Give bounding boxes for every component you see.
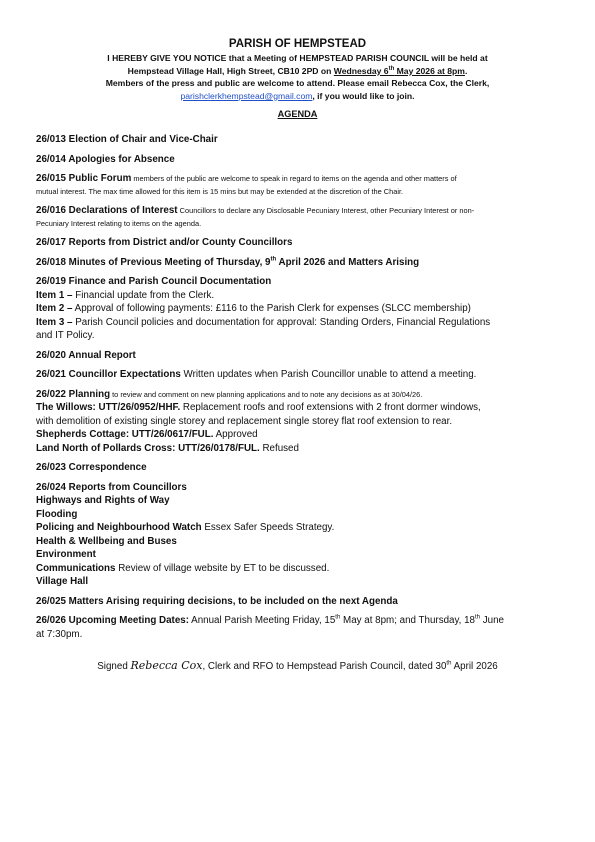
report-label: Policing and Neighbourhood Watch — [36, 522, 202, 534]
councillor-report-environment: Environment — [36, 549, 96, 561]
councillor-report-highways: Highways and Rights of Way — [36, 495, 170, 507]
councillor-report-health: Health & Wellbeing and Buses — [36, 535, 177, 547]
agenda-item-text: May at 8pm; and Thursday, 18 — [340, 615, 476, 627]
agenda-item-014: 26/014 Apologies for Absence — [36, 153, 175, 165]
planning-application-2 — [36, 428, 559, 442]
clerk-signature: Rebecca Cox — [130, 659, 203, 673]
ordinal-suffix: th — [335, 615, 341, 622]
agenda-item-017: 26/017 Reports from District and/or County Councillors — [36, 237, 293, 249]
agenda-item-title: 26/024 Reports from Councillors — [36, 481, 187, 493]
clerk-email-link[interactable]: parishclerkhempstead@gmail.com — [180, 90, 313, 101]
planning-application-ref: Shepherds Cottage: UTT/26/0617/FUL. — [36, 429, 214, 441]
agenda-item-text: Councillors to declare any Disclosable Pecuniary Interest, other Pecuniary Interest or non- — [177, 206, 475, 216]
agenda-item-018 — [36, 256, 559, 270]
agenda-item-022 — [36, 388, 559, 456]
notice-line-4 — [36, 90, 559, 103]
signed-text: , Clerk and RFO to Hempstead Parish Council, dated 30 — [202, 661, 447, 673]
agenda-item-026 — [36, 614, 559, 641]
agenda-item-025: 26/025 Matters Arising requiring decisions, to be included on the next Agenda — [36, 595, 398, 607]
councillor-report-flooding: Flooding — [36, 508, 78, 520]
finance-item-1 — [36, 289, 559, 303]
agenda-item-title: 26/022 Planning — [36, 388, 111, 400]
ordinal-suffix: th — [270, 256, 277, 263]
agenda-item-015 — [36, 172, 559, 198]
agenda-item-024 — [36, 481, 559, 589]
signed-text: April 2026 — [451, 661, 498, 673]
agenda-item-019 — [36, 275, 559, 343]
agenda-item-016 — [36, 204, 559, 230]
report-text: Review of village website by ET to be discussed. — [115, 562, 330, 574]
agenda-item-023: 26/023 Correspondence — [36, 462, 147, 474]
agenda-item-text: to review and comment on new planning applications and to note any decisions as at 30/04/26. — [110, 389, 423, 399]
planning-application-ref: The Willows: UTT/26/0952/HHF. — [36, 402, 181, 414]
venue-text: Hempstead Village Hall, High Street, CB10 2PD on — [127, 65, 334, 76]
page-title: PARISH OF HEMPSTEAD — [228, 38, 367, 50]
finance-item-text: Financial update from the Clerk. — [72, 289, 215, 301]
notice-header — [36, 36, 559, 102]
agenda-item-text: Pecuniary Interest relating to items on the agenda. — [36, 218, 202, 228]
agenda-item-text: members of the public are welcome to speak in regard to items on the agenda and other matters of — [131, 174, 457, 184]
planning-application-status: Approved — [213, 429, 258, 441]
agenda-item-021 — [36, 368, 559, 382]
notice-line-4-end: , if you would like to join. — [312, 90, 415, 101]
agenda-item-020: 26/020 Annual Report — [36, 349, 136, 361]
meeting-date-suffix: th — [388, 65, 395, 72]
councillor-report-village-hall: Village Hall — [36, 576, 89, 588]
finance-item-label: Item 2 – — [36, 303, 73, 315]
meeting-date — [333, 65, 468, 76]
planning-application-ref: Land North of Pollards Cross: UTT/26/0178/FUL. — [36, 442, 260, 454]
agenda-item-013: 26/013 Election of Chair and Vice-Chair — [36, 134, 218, 146]
finance-item-label: Item 1 – — [36, 289, 73, 301]
signature-line — [36, 659, 559, 672]
finance-item-text: and IT Policy. — [36, 330, 95, 342]
ordinal-suffix: th — [475, 615, 481, 622]
agenda-item-title: 26/021 Councillor Expectations — [36, 369, 181, 381]
agenda-item-title: 26/016 Declarations of Interest — [36, 205, 178, 217]
agenda-item-title: 26/015 Public Forum — [36, 173, 132, 185]
report-text: Essex Safer Speeds Strategy. — [201, 522, 335, 534]
signed-label: Signed — [97, 661, 131, 673]
notice-line-2 — [36, 65, 559, 78]
agenda-heading: AGENDA — [277, 109, 318, 120]
planning-intro — [36, 388, 559, 402]
report-label: Communications — [36, 562, 116, 574]
planning-application-1 — [36, 401, 559, 415]
notice-line-2-end: . — [464, 65, 468, 76]
finance-item-2 — [36, 302, 559, 316]
agenda-document — [36, 36, 559, 672]
planning-application-text: Replacement roofs and roof extensions with 2 front dormer windows, — [180, 402, 481, 414]
agenda-item-title: 26/019 Finance and Parish Council Documentation — [36, 276, 272, 288]
ordinal-suffix: th — [446, 661, 452, 668]
planning-application-3 — [36, 442, 559, 456]
finance-item-text: Approval of following payments: £116 to the Parish Clerk for expenses (SLCC membership) — [72, 303, 471, 315]
finance-item-label: Item 3 – — [36, 316, 73, 328]
notice-line-3: Members of the press and public are welcome to attend. Please email Rebecca Cox, the Clerk, — [105, 78, 490, 89]
meeting-date-rest: May 2026 at 8pm — [394, 65, 465, 76]
finance-item-3 — [36, 316, 559, 330]
agenda-item-title: April 2026 and Matters Arising — [276, 256, 420, 268]
finance-item-text: Parish Council policies and documentation for approval: Standing Orders, Financial Regulations — [72, 316, 491, 328]
meeting-dates-line — [36, 614, 559, 628]
agenda-item-title: 26/018 Minutes of Previous Meeting of Thursday, 9 — [36, 256, 271, 268]
agenda-item-text: at 7:30pm. — [36, 628, 83, 640]
agenda-item-text: mutual interest. The max time allowed for this item is 15 mins but may be extended at the discretion of the Chair. — [36, 186, 404, 196]
planning-application-status: Refused — [259, 442, 299, 454]
councillor-report-policing — [36, 521, 559, 535]
councillor-report-communications — [36, 562, 559, 576]
agenda-item-text: Annual Parish Meeting Friday, 15 — [188, 615, 336, 627]
agenda-item-text: June — [480, 615, 504, 627]
agenda-item-title: 26/026 Upcoming Meeting Dates: — [36, 615, 189, 627]
meeting-date-day: Wednesday 6 — [333, 65, 389, 76]
planning-application-text: with demolition of existing single storey and replacement single storey flat roof extension to rear. — [36, 415, 453, 427]
agenda-item-text: Written updates when Parish Councillor unable to attend a meeting. — [180, 369, 477, 381]
notice-line-1: I HEREBY GIVE YOU NOTICE that a Meeting of HEMPSTEAD PARISH COUNCIL will be held at — [107, 53, 488, 63]
